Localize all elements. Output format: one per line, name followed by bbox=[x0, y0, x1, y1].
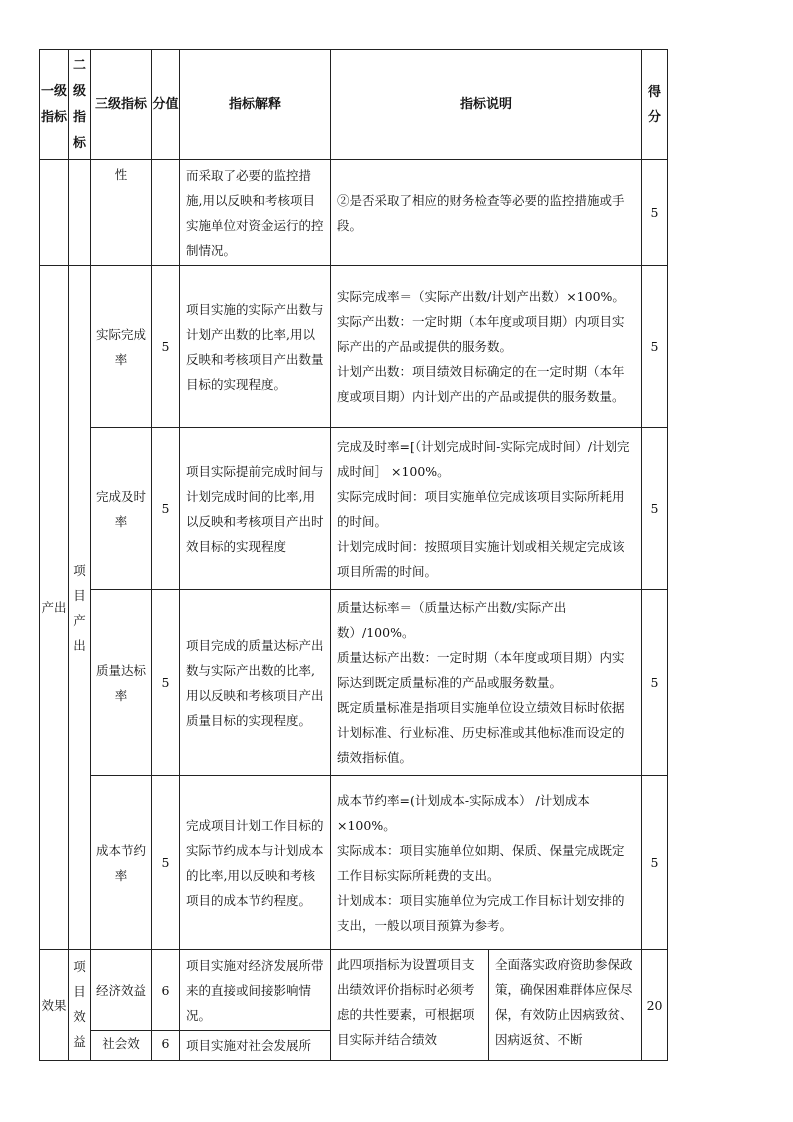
score-cell: 5 bbox=[152, 590, 180, 776]
level1-cell bbox=[40, 160, 69, 266]
table-row bbox=[40, 428, 668, 590]
explanation-cell: 完成项目计划工作目标的实际节约成本与计划成本的比率,用以反映和考核项目的成本节约程度。 bbox=[180, 776, 331, 950]
score-cell: 5 bbox=[152, 428, 180, 590]
score-cell: 6 bbox=[152, 1031, 180, 1061]
result-cell: 5 bbox=[642, 590, 668, 776]
explanation-cell: 项目完成的质量达标产出数与实际产出数的比率,用以反映和考核项目产出质量目标的实现程度。 bbox=[180, 590, 331, 776]
explanation-cell: 项目实际提前完成时间与计划完成时间的比率,用以反映和考核项目产出时效目标的实现程度 bbox=[180, 428, 331, 590]
level3-cell: 社会效 bbox=[91, 1031, 152, 1061]
table-row bbox=[40, 266, 668, 428]
level3-cell: 质量达标率 bbox=[91, 590, 152, 776]
description-cell: ②是否采取了相应的财务检查等必要的监控措施或手段。 bbox=[331, 160, 642, 266]
level3-cell: 性 bbox=[91, 160, 152, 266]
level3-cell: 经济效益 bbox=[91, 950, 152, 1031]
level2-cell-effect: 项目效益 bbox=[69, 950, 91, 1061]
explanation-cell: 而采取了必要的监控措施,用以反映和考核项目实施单位对资金运行的控制情况。 bbox=[180, 160, 331, 266]
header-level3: 三级指标 bbox=[91, 50, 152, 160]
level3-cell: 实际完成率 bbox=[91, 266, 152, 428]
score-cell: 5 bbox=[152, 776, 180, 950]
header-description: 指标说明 bbox=[331, 50, 642, 160]
header-level2: 二级指标 bbox=[69, 50, 91, 160]
level3-cell: 成本节约率 bbox=[91, 776, 152, 950]
score-cell bbox=[152, 160, 180, 266]
result-cell: 5 bbox=[642, 266, 668, 428]
description-cell: 成本节约率=(计划成本-实际成本） /计划成本×100%。 实际成本：项目实施单位如期、保质、保量完成既定工作目标实际所耗费的支出。 计划成本：项目实施单位为完成工作目标计划安排的支出，一般以项目预算为参考。 bbox=[331, 776, 642, 950]
table-row bbox=[40, 950, 668, 1031]
level3-cell: 完成及时率 bbox=[91, 428, 152, 590]
explanation-cell: 项目实施对社会发展所 bbox=[180, 1031, 331, 1061]
result-cell: 5 bbox=[642, 428, 668, 590]
level1-cell-output: 产出 bbox=[40, 266, 69, 950]
table-row bbox=[40, 160, 668, 266]
table-row bbox=[40, 590, 668, 776]
header-level1: 一级指标 bbox=[40, 50, 69, 160]
score-cell: 6 bbox=[152, 950, 180, 1031]
level1-cell-effect: 效果 bbox=[40, 950, 69, 1061]
explanation-cell: 项目实施的实际产出数与计划产出数的比率,用以反映和考核项目产出数量目标的实现程度。 bbox=[180, 266, 331, 428]
explanation-cell: 项目实施对经济发展所带来的直接或间接影响情况。 bbox=[180, 950, 331, 1031]
description-cell: 实际完成率＝（实际产出数/计划产出数）×100%。 实际产出数：一定时期（本年度或项目期）内项目实际产出的产品或提供的服务数。 计划产出数：项目绩效目标确定的在一定时期（本年度或项目期）内计划产出的产品或提供的服务数量。 bbox=[331, 266, 642, 428]
score-cell: 5 bbox=[152, 266, 180, 428]
header-explanation: 指标解释 bbox=[180, 50, 331, 160]
level2-cell-output: 项目产出 bbox=[69, 266, 91, 950]
header-result: 得分 bbox=[642, 50, 668, 160]
header-score: 分值 bbox=[152, 50, 180, 160]
description-cell: 质量达标率＝（质量达标产出数/实际产出数）/100%。 质量达标产出数：一定时期（本年度或项目期）内实际达到既定质量标准的产品或服务数量。 既定质量标准是指项目实施单位设立绩效目标时依据计划标准、行业标准、历史标准或其他标准而设定的绩效指标值。 bbox=[331, 590, 642, 776]
description-cell-left: 此四项指标为设置项目支出绩效评价指标时必须考虑的共性要素，可根据项目实际并结合绩效 bbox=[331, 950, 489, 1061]
description-cell: 完成及时率=[（计划完成时间-实际完成时间）/计划完成时间］ ×100%。 实际完成时间：项目实施单位完成该项目实际所耗用的时间。 计划完成时间：按照项目实施计划或相关规定完成该项目所需的时间。 bbox=[331, 428, 642, 590]
evaluation-table bbox=[39, 49, 668, 1061]
result-cell: 5 bbox=[642, 160, 668, 266]
header-row bbox=[40, 50, 668, 160]
result-cell: 5 bbox=[642, 776, 668, 950]
description-cell-right: 全面落实政府资助参保政策，确保困难群体应保尽保，有效防止因病致贫、因病返贫、不断 bbox=[489, 950, 642, 1061]
table-row bbox=[40, 776, 668, 950]
result-cell: 20 bbox=[642, 950, 668, 1061]
level2-cell bbox=[69, 160, 91, 266]
